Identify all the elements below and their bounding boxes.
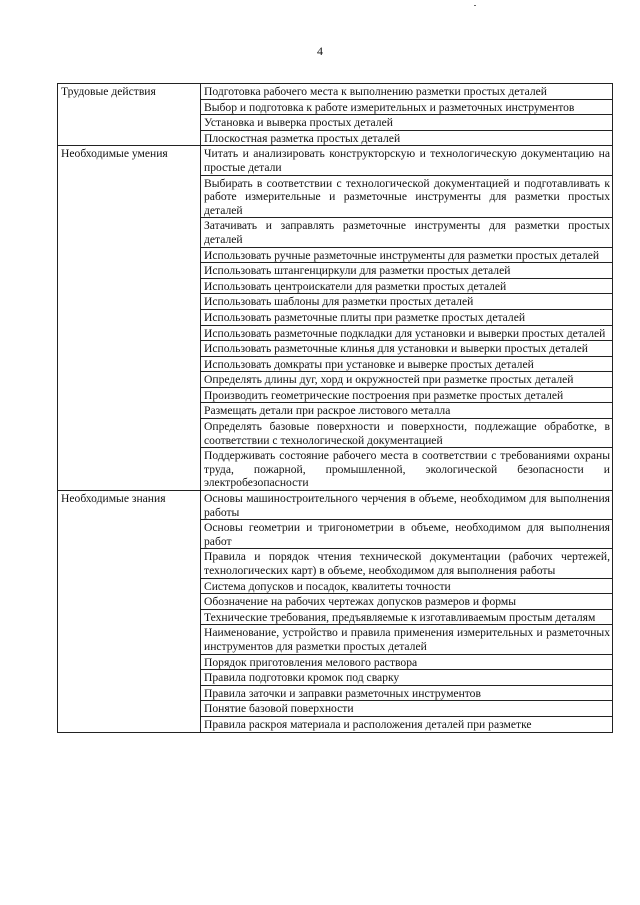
table-cell: Наименование, устройство и правила применения измерительных и разметочных инструментов для разметки простых деталей: [201, 625, 613, 654]
table-cell: Использовать шаблоны для разметки простых деталей: [201, 294, 613, 310]
table-row: [58, 146, 613, 175]
table-cell: Использовать разметочные клинья для установки и выверки простых деталей: [201, 341, 613, 357]
section-title-labor-actions: Трудовые действия: [58, 84, 201, 146]
table-cell: Правила подготовки кромок под сварку: [201, 670, 613, 686]
table-cell: Понятие базовой поверхности: [201, 701, 613, 717]
section-title-required-knowledge: Необходимые знания: [58, 491, 201, 733]
table-cell: Основы геометрии и тригонометрии в объеме, необходимом для выполнения работ: [201, 520, 613, 549]
table-row: [58, 84, 613, 100]
table-cell: Правила раскроя материала и расположения деталей при разметке: [201, 716, 613, 732]
table-cell: Производить геометрические построения при разметке простых деталей: [201, 387, 613, 403]
table-cell: Плоскостная разметка простых деталей: [201, 130, 613, 146]
table-cell: Подготовка рабочего места к выполнению разметки простых деталей: [201, 84, 613, 100]
table-cell: Использовать разметочные плиты при разметке простых деталей: [201, 309, 613, 325]
table-cell: Читать и анализировать конструкторскую и технологическую документацию на простые детали: [201, 146, 613, 175]
table-cell: Поддерживать состояние рабочего места в соответствии с требованиями охраны труда, пожарной, промышленной, экологической безопасности и электробезопасности: [201, 448, 613, 491]
table-row: [58, 491, 613, 520]
table-cell: Правила заточки и заправки разметочных инструментов: [201, 685, 613, 701]
table-cell: Установка и выверка простых деталей: [201, 115, 613, 131]
table-cell: Определять длины дуг, хорд и окружностей при разметке простых деталей: [201, 372, 613, 388]
page-number: 4: [317, 44, 323, 58]
table-cell: Использовать ручные разметочные инструменты для разметки простых деталей: [201, 247, 613, 263]
scan-speck: [474, 5, 476, 6]
table-cell: Система допусков и посадок, квалитеты точности: [201, 578, 613, 594]
table-cell: Выбирать в соответствии с технологической документацией и подготавливать к работе измерительные и разметочные инструменты для разметки простых деталей: [201, 175, 613, 218]
table-cell: Определять базовые поверхности и поверхности, подлежащие обработке, в соответствии с технологической документацией: [201, 419, 613, 448]
table-cell: Использовать домкраты при установке и выверке простых деталей: [201, 356, 613, 372]
competency-table: [57, 83, 613, 733]
table-cell: Правила и порядок чтения технической документации (рабочих чертежей, технологических карт) в объеме, необходимом для выполнения работы: [201, 549, 613, 578]
table-cell: Затачивать и заправлять разметочные инструменты для разметки простых деталей: [201, 218, 613, 247]
table-cell: Обозначение на рабочих чертежах допусков размеров и формы: [201, 594, 613, 610]
table-cell: Использовать штангенциркули для разметки простых деталей: [201, 263, 613, 279]
table-cell: Использовать разметочные подкладки для установки и выверки простых деталей: [201, 325, 613, 341]
table-cell: Использовать центроискатели для разметки простых деталей: [201, 278, 613, 294]
table-cell: Основы машиностроительного черчения в объеме, необходимом для выполнения работы: [201, 491, 613, 520]
table-cell: Размещать детали при раскрое листового металла: [201, 403, 613, 419]
table-cell: Выбор и подготовка к работе измерительных и разметочных инструментов: [201, 99, 613, 115]
table-cell: Технические требования, предъявляемые к изготавливаемым простым деталям: [201, 609, 613, 625]
section-title-required-skills: Необходимые умения: [58, 146, 201, 491]
table-cell: Порядок приготовления мелового раствора: [201, 654, 613, 670]
